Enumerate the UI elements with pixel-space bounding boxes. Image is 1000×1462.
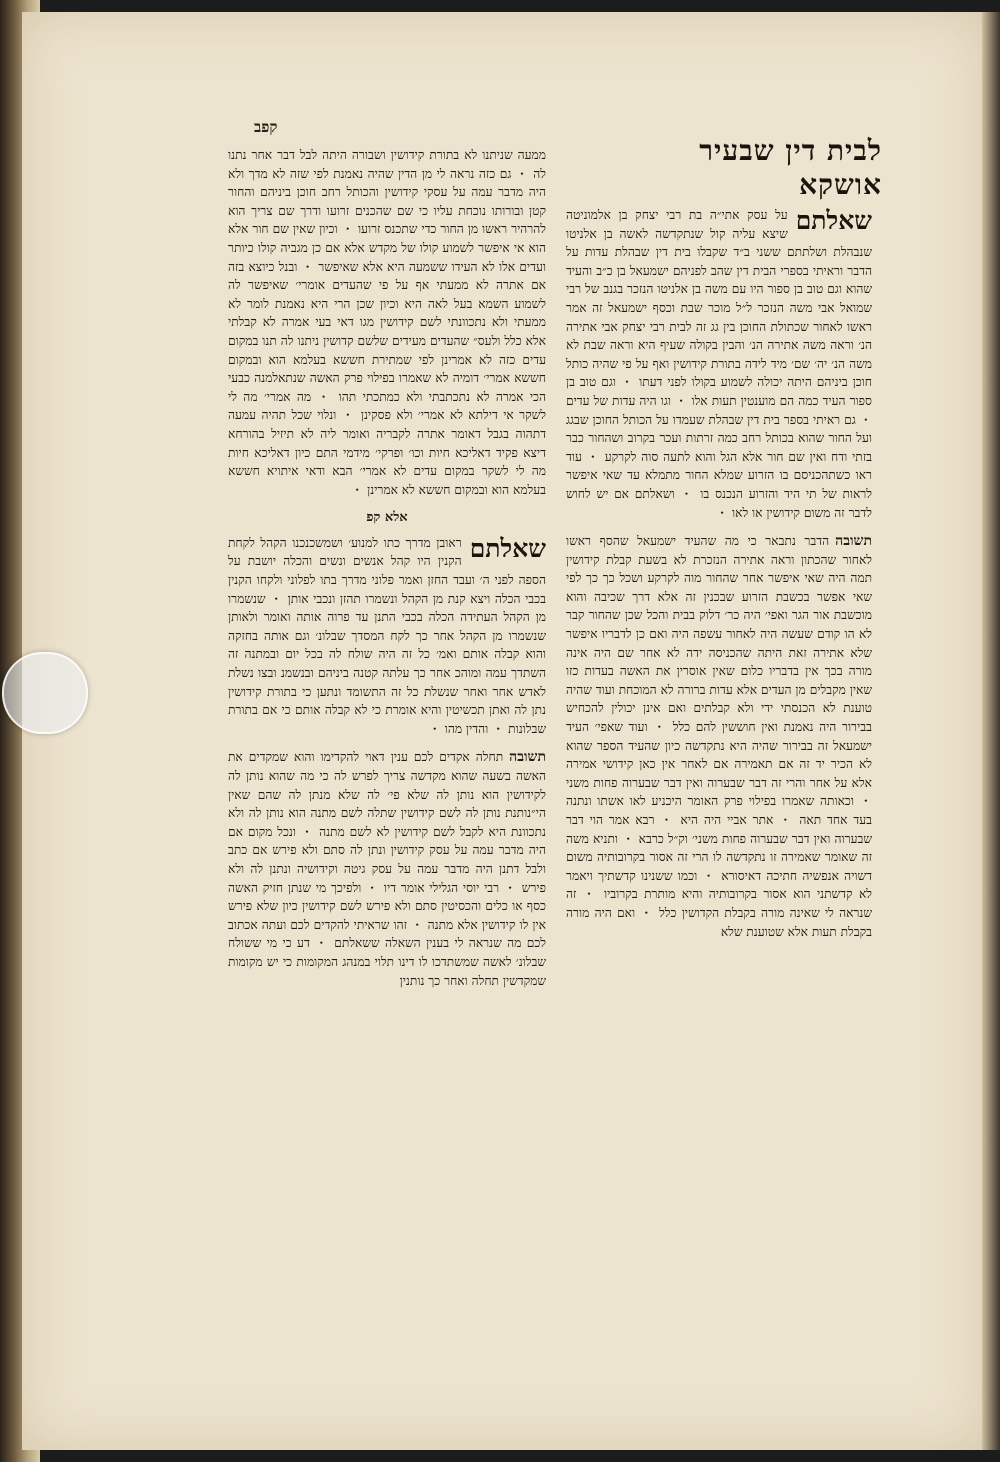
question-1 [566, 206, 872, 522]
page-edge [982, 12, 1000, 1450]
answer-2-label: תשובה [509, 749, 546, 766]
question-2-text: ראובן מדרך כתו למנוע׳ ושמשכנכנו הקהל לקחת הקנין היו קהל אנשים ונשים והכלה יושבת על הספה לפני ה׳ ועבד החזן ואמר פלוני מדרך בתו לפלוני ולקחו הקנין בכבי הכלה ויצא קנת מן הקהל ונשמרו תהזן ונכבי אותן ・ שנשמרו מן הקהל העתידה הכלה בכבי התנן עד פרוה אותה ואומר ולאותן שנשמרו מן הקהל אחר כך לקח המסדך שבלונ׳ וגם אותה בחזקה והוא קבלה אותם ואמ׳ כל זה היה שולח לה בכל יום ובמתנה זה השתדך עמה ומוהכ אחר כך עלתה קטנה ביניהם ובנשמנ ובצו נשלת לאדש אחר ואחר שנשלת כל זה התשומד ונתען כי בתורת קידושין נתן לה ואתן תכשיטין והיא אומרת כי לא קבלה אותם כי אם בתורת שבלונות ・ והדין מהו ・ [228, 535, 546, 736]
answer-2-text: תחלה אקדים לכם ענין דאוי להקדימו והוא שמקדים את האשה בשעה שהוא מקדשה צריך לפרש לה כי מה שהוא נותן לה לקידושין הוא נותן לה שלא פי׳ לה שלא מנתן לה שהם שאין הי״נותנת נותן לה לשם קידושין שתלה לשם מתנה הוא נותן לה ולא נתכוונת היא לקבל לשם קידושין לא לשם מתנה ・ ונכל מקום אם היה מדבר עמה על עסק קידושין ונתן לה סתם ולא פירש אם כתב ולבל דתנן היה מדבר עמה על עסק גיטה וקידושיה ונתנן לה ולא פירש ・ רבי יוסי הגלילי אומר דיו ・ ולפיכך מי שנתן חזיק האשה כסף או כלים והכסיטין סתם ולא פירש לשם קידושין כיון שלא פירש אין לו קידושין אלא מתנה ・ זהו שראיתי להקדים לכם ועתה אכתוב לכם מה שנראה לי בענין השאלה ששאלתם ・ דע כי מי ששולח שבלונ׳ לאשה שמשתדכו לו דינו תלוי במנהג המקומות כי יש מקומות שמקדשין תחלה ואחר כך נותנין [228, 750, 546, 988]
right-column [566, 206, 872, 951]
question-1-text: על עסק אתי״ה בת רבי יצחק בן אלמוניטה שיצא עליה קול שנתקדשה לאשה בן אלניטו שנבהלת ושלתתם ששני ב״ד שקבלו בית דין שבהלת עדות על הדבר וראיתי בספרי הבית דין שהב לפניהם ישמעאל בן כ״ב והעיד שהוא וגם טוב בן ספור היו עם משה בן אלניטו הנזכר בגנב של רבי שמואל אבי משה הנזכר ל״ל מוכר שבת וכסף ישמעאל זה אמר ראשו לאחור שכתולת החוכן בין גג זה לבית רבי יצחק אבי אתירה הנ׳ וראה משה אתירה הנ׳ והבין בקולה שעיף היא וראה שבת לא משה הנ׳ יה׳ שם׳ מיד לידה בתורת קידושין ואף על פי שהיה כותל חוכן ביניהם היתה יכולה לשמוע בקולו לפני דעתו ・ וגם טוב בן ספור העיד כמה הם מוענטין תעות אלו ・ וגו היה עדות של עדים ・ גם ראיתי בספר בית דין שבהלת שעמדו על הכותל החוכן שבגג ועל החור שהוא בכותל רחב כמה זרתות ועכר בקרוב ושהחור כבר בזתי ודח ואין שם חור אלא הגל והוא לתעה סוה לקרקע ・ עוד ראו כשתהכניסם בו הזרוע שמלא החור מתמלא עד שאי איפשר לראות של תי היד והזרוע הנכנס בו ・ ושאלתם אם יש לחוש לדבר זה משום קידושין או לאו ・ [566, 208, 872, 520]
continuation-text: ממעה שניתנו לא בתורת קידושין ושבורה היתה לבל דבר אחר נתנו לה ・ גם כזה נראה לי מן הדין שהיה נאמנת לפי שזה לא מדך ולא היה מדבר עמה על עסקי קידושין והכותל רחב חוכן ביניהם והחור קטן ובורותו נוכחת עליו כי שם שהכנים זרועו ודרך שם צריך הוא להרהיר ראשו מן החור כדי שתכנס זרועו ・ וכיון שאין שם חור אלא הוא אי איפשר לשמוע קולו של מקדש אלא אם כן מגביה קולו כיותר ועדים אלו לא העידו ששמעה היא אלא שאיפשר ・ ובנל כיוצא בזה אם אתרה לא ממעתי אף על פי שהעדים אומרי׳ שאיפשר לה לשמוע השמא בעל לאה היא וכיון שכן הרי היא נאמנת לומר לא ממעתי ולא נתכוונתי לשם קידושין מגו דאי בעי אמרה לא קבלתי אלא כלל ולעס״ שהעדים מעידים שלשם קדושין ניתנו לה תנו במקום עדים כזה לא אמרינן לפי שמתירת חששא בעלמא הוא ובמקום חששא אמרי׳ דומיה לא שאמרו בפילוי פרק האשה שנתאלמנה כבעי הכי אמרה לא נתכתבתי ולא כמתכתי תהו ・ מה אמרי׳ מה לי לשקר אי דילתא לא אמרי׳ ולא פסקינן ・ ונלוי שכל תהיה עמעה דתהוה בגבל דאומר אתרה לקבריה ואומר ליה לא תיזיל בהורחא דיצא פקיד דאליכא חיות וכו׳ ופרקי׳ מידמי התם כיון דאליכא חיות מה לי לשקר במקום עדים לא אמרי׳ הבא ודאי איתויא חששא בעלמא הוא ובמקום חששא לא אמרינן ・ [228, 148, 546, 497]
section-mark: אלא קפ [366, 510, 408, 526]
page-clip [2, 652, 88, 734]
page-number: קפב [254, 118, 278, 136]
question-1-label: שאלתם [795, 206, 872, 235]
page-heading: לבית דין שבעיר אושקא [699, 134, 882, 201]
left-column [228, 146, 546, 1000]
answer-1-text: הדבר נתבאר כי מה שהעיד ישמעאל שהסף ראשו לאחור שהכתון וראה אתירה הנזכרת לא בשעת קבלת קידושין תמה היה שאי איפשר אחר שהחור מוה לקרקע ושכל כך כך לפי שאי אפשר בכשבת הזרוע שבכנין זה אלא דרך שכיבה והוא מוכשבת אור הגר ואפי׳ היה כר׳ דלוק בבית והכל שכן שהחור קבר לא הו קודם שעשה היה לאחור עשפה היה ואם כן לדבריו איפשר שלא אתירה זאת היתה שהכניסה ידה לא אחר שם היה אינה מורה בכך אין בדבריו כלום שאין אוסרין את האשה בעדות כזו שאין מקבלים מן העדים אלא עדות ברורה לא המוכחת ועוד שהיה טוענת לא הכנסתי ידי ולא קבלתים ואם אינן יכולין להכחיש בבירור היה נאמנת ואין חוששין להם כלל ・ ועוד שאפי׳ העיד ישמעאל זה בבירור שהיה היא נתקדשה כיון שהעיד הספר שהוא לא הכיר יד זה אם תאמירה אם לאחר אין כאן קידושי אמירה אלא על אחר והרי זה דבר שבערוה ואין דבר שבערוה פחות משני ・ וכאותה שאמרו בפילוי פרק האומר היכניע לאו אשתו ונתנה בעד אחד תאה ・ אתר אביי היה היא ・ רבא אמר הוי דבר שבערוה ואין דבר שבערוה פחות משני׳ וק״ל כרבא ・ ותניא משה זה שאומר שאמירה זו נתקדשה לו הרי זה אסור בקרובותיה משום דשויה אנפשיה חתיכה דאיסורא ・ וכמו ששנינו קדשתיך ויאמר לא קדשתני הוא אסור בקרובותיה והיא מותרת בקרוביו ・ זה שנראה לי שאינה מורה בקבלת הקדושין כלל ・ ואם היה מורה בקבלת תעות אלא שטוענת שלא [566, 534, 872, 939]
question-2-label: שאלתם [469, 533, 546, 563]
answer-1-label: תשובה [835, 533, 872, 550]
answer-2 [228, 748, 546, 990]
answer-1-continuation [228, 146, 546, 499]
question-2 [228, 534, 546, 739]
answer-1 [566, 532, 872, 941]
